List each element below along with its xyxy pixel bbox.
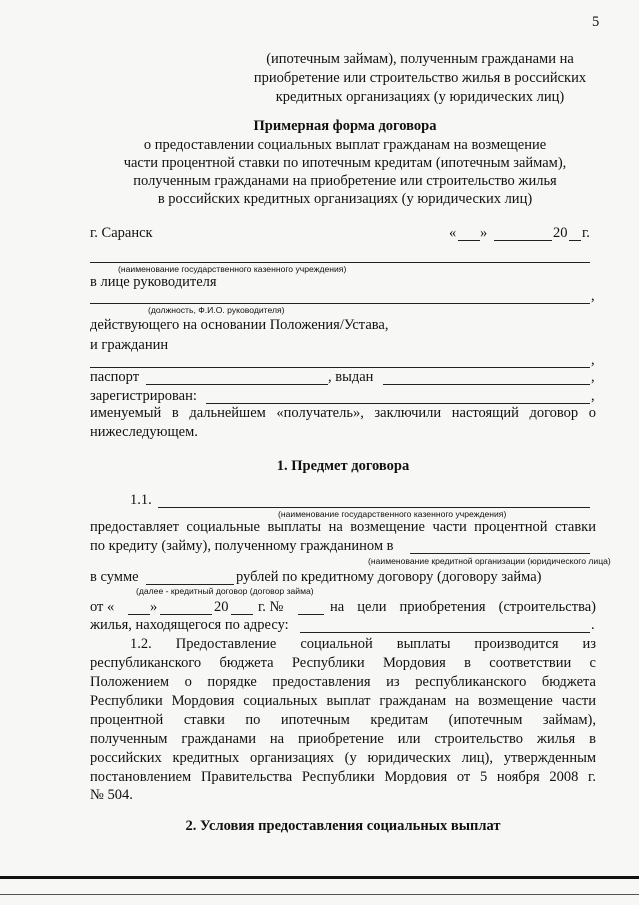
- clause-1-2-line-8: постановлением Правительства Республики Мордовия от 5 ноября 2008 г.: [90, 769, 596, 785]
- registered-blank: [206, 403, 590, 404]
- note-credit-org: (наименование кредитной организации (юридического лица): [368, 556, 611, 566]
- clause-1-2-line-5: процентной ставки по ипотечным кредитам (ипотечным займам),: [90, 712, 596, 728]
- provides-line-2: по кредиту (займу), полученному гражданином в: [90, 538, 394, 554]
- passport-blank: [146, 384, 328, 385]
- from-day-blank: [128, 614, 150, 615]
- clause-1-2-line-1: 1.2. Предоставление социальной выплаты производится из: [130, 636, 596, 652]
- date-open-quote: «: [449, 225, 457, 241]
- from-close-quote: »: [150, 599, 158, 615]
- scan-bottom-rule: [0, 876, 639, 879]
- sum-blank: [146, 584, 234, 585]
- note-institution: (наименование государственного казенного учреждения): [118, 264, 347, 274]
- form-subtitle-line-4: в российских кредитных организациях (у юридических лиц): [157, 191, 533, 207]
- clause-1-2-line-7: российских кредитных организациях (у юридических лиц), утвержденным: [90, 750, 596, 766]
- position-blank: [90, 303, 590, 304]
- clause-1-2-line-6: полученным гражданами на приобретение или строительство жилья в: [90, 731, 596, 747]
- date-close-quote: »: [480, 225, 488, 241]
- housing-address-dot: .: [591, 617, 595, 633]
- hereinafter-end: нижеследующем.: [90, 424, 198, 440]
- citizen-comma: ,: [591, 352, 595, 368]
- sum-rest: рублей по кредитному договору (договору займа): [236, 569, 542, 585]
- institution-blank: [90, 262, 590, 263]
- clause-1-2-line-4: Республики Мордовия социальных выплат гражданам на возмещение части: [90, 693, 596, 709]
- issued-label: , выдан: [328, 369, 374, 385]
- date-day-blank: [458, 240, 480, 241]
- purpose-text: на цели приобретения (строительства): [330, 599, 596, 615]
- and-citizen: и гражданин: [90, 337, 169, 353]
- from-year-blank: [231, 614, 253, 615]
- section-2-title: 2. Условия предоставления социальных выплат: [185, 818, 501, 834]
- sum-label: в сумме: [90, 569, 139, 585]
- date-year-prefix: 20: [553, 225, 568, 241]
- from-g-number: г. №: [258, 599, 284, 615]
- scan-edge-rule: [0, 894, 639, 895]
- issued-blank: [383, 384, 590, 385]
- represented-by: в лице руководителя: [90, 274, 217, 290]
- date-year-blank: [569, 240, 581, 241]
- form-title: Примерная форма договора: [253, 118, 437, 134]
- note-institution-2: (наименование государственного казенного учреждения): [278, 509, 507, 519]
- citizen-blank: [90, 367, 590, 368]
- housing-address-label: жилья, находящегося по адресу:: [90, 617, 289, 633]
- section-1-title: 1. Предмет договора: [276, 458, 410, 474]
- form-subtitle-line-3: полученным гражданами на приобретение или строительство жилья: [133, 173, 557, 189]
- registered-comma: ,: [591, 388, 595, 404]
- passport-comma: ,: [591, 369, 595, 385]
- clause-1-1-number: 1.1.: [130, 492, 152, 508]
- form-subtitle-line-1: о предоставлении социальных выплат гражданам на возмещение: [143, 137, 547, 153]
- clause-1-2-line-3: Положением о порядке предоставления из республиканского бюджета: [90, 674, 596, 690]
- from-month-blank: [160, 614, 212, 615]
- header-caption-line-2: приобретение или строительство жилья в российских: [253, 70, 587, 86]
- page-number: 5: [592, 14, 600, 30]
- note-position: (должность, Ф.И.О. руководителя): [148, 305, 285, 315]
- city: г. Саранск: [90, 225, 153, 241]
- clause-1-1-institution-blank: [158, 507, 590, 508]
- clause-1-2-line-2: республиканского бюджета Республики Мордовия в соответствии с: [90, 655, 596, 671]
- passport-label: паспорт: [90, 369, 140, 385]
- note-credit-contract: (далее - кредитный договор (договор займа): [136, 586, 314, 596]
- registered-label: зарегистрирован:: [90, 388, 197, 404]
- header-caption-line-1: (ипотечным займам), полученным гражданами на: [266, 51, 574, 67]
- from-year: 20: [214, 599, 229, 615]
- form-subtitle-line-2: части процентной ставки по ипотечным кредитам (ипотечным займам),: [123, 155, 567, 171]
- contract-number-blank: [298, 614, 324, 615]
- from-label: от «: [90, 599, 115, 615]
- acting-basis: действующего на основании Положения/Устава,: [90, 317, 389, 333]
- position-comma: ,: [591, 288, 595, 304]
- provides-line-1: предоставляет социальные выплаты на возмещение части процентной ставки: [90, 519, 596, 535]
- header-caption-line-3: кредитных организациях (у юридических лиц): [275, 89, 565, 105]
- housing-address-blank: [300, 632, 590, 633]
- hereinafter-text: именуемый в дальнейшем «получатель», заключили настоящий договор о: [90, 405, 596, 421]
- clause-1-2-end: № 504.: [90, 787, 133, 803]
- date-month-blank: [494, 240, 552, 241]
- date-year-suffix: г.: [582, 225, 590, 241]
- credit-org-blank: [410, 553, 590, 554]
